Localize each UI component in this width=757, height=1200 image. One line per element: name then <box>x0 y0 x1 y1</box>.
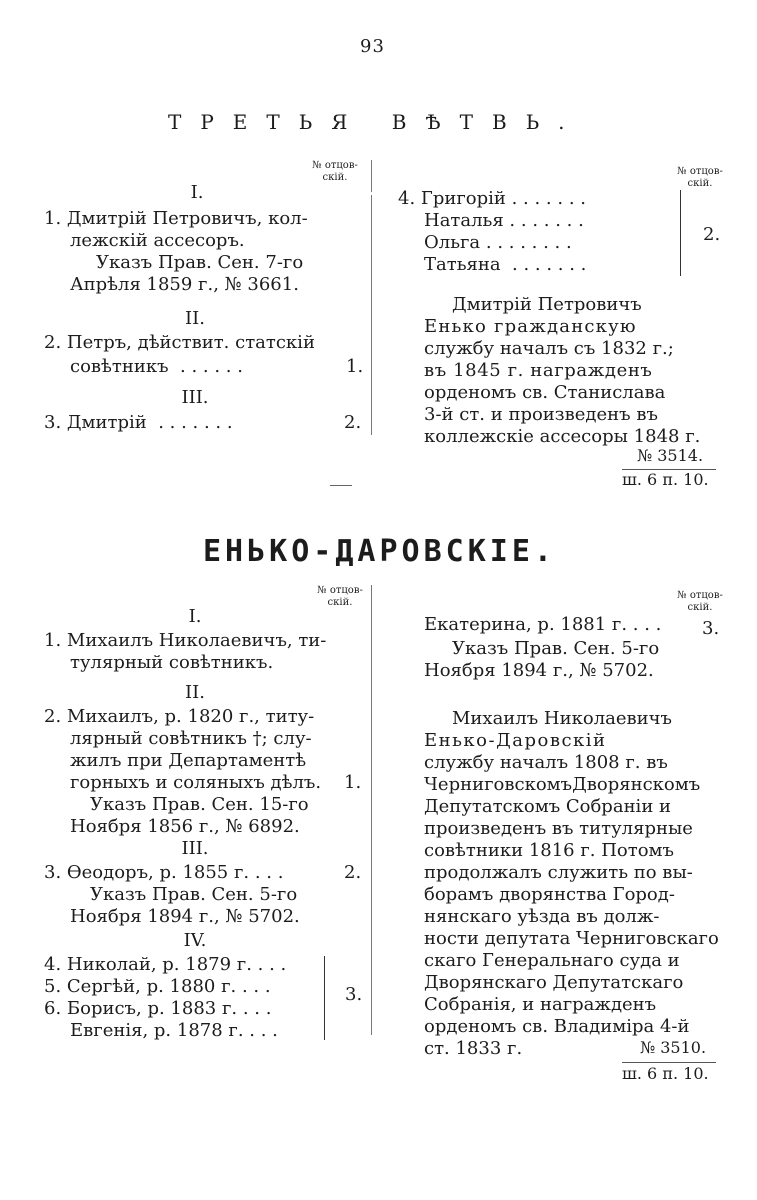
generation-heading: I. <box>190 182 204 203</box>
generation-heading: III. <box>181 838 209 859</box>
generation-heading: II. <box>185 682 205 703</box>
entry-line: Татьяна . . . . . . . <box>424 254 587 275</box>
generation-heading: IV. <box>183 930 207 951</box>
section-separator <box>330 485 352 486</box>
paragraph-line: службу началъ съ 1832 г.; <box>424 338 674 359</box>
archive-number: № 3510. <box>640 1038 707 1057</box>
paragraph-line: службу началъ 1808 г. въ <box>424 752 668 773</box>
entry-line: 1. Михаилъ Николаевичъ, ти- <box>44 630 327 651</box>
entry-line: Наталья . . . . . . . <box>424 210 584 231</box>
parent-reference: 2. <box>344 412 362 433</box>
column-header-right: № отцов- скій. <box>677 166 723 189</box>
paragraph-line: Собранія, и награжденъ <box>424 994 657 1015</box>
parent-reference: 2. <box>703 224 721 245</box>
archive-location: ш. 6 п. 10. <box>622 470 709 489</box>
section-heading-enko-darovskie: ЕНЬКО-ДАРОВСКІЕ. <box>203 534 556 569</box>
column-header-left: № отцов- скій. <box>317 585 363 608</box>
entry-line: горныхъ и соляныхъ дѣлъ. <box>70 772 322 793</box>
generation-heading: II. <box>185 308 205 329</box>
parent-reference: 2. <box>344 862 362 883</box>
paragraph-line: борамъ дворянства Город- <box>424 884 675 905</box>
archive-number: № 3514. <box>637 446 704 465</box>
paragraph-line: 3-й ст. и произведенъ въ <box>424 404 658 425</box>
entry-line: 4. Николай, р. 1879 г. . . . <box>44 954 287 975</box>
generation-heading: III. <box>181 387 209 408</box>
paragraph-line: орденомъ св. Владиміра 4-й <box>424 1016 690 1037</box>
entry-line: 3. Ѳеодоръ, р. 1855 г. . . . <box>44 862 284 883</box>
parent-reference: 1. <box>346 356 364 377</box>
parent-reference: 1. <box>344 772 362 793</box>
parent-reference: 3. <box>345 984 363 1005</box>
paragraph-line: ности депутата Черниговскаго <box>424 928 719 949</box>
column-header-right: № отцов- скій. <box>677 590 723 613</box>
entry-line: Апрѣля 1859 г., № 3661. <box>70 274 299 295</box>
bracket <box>680 190 681 276</box>
column-header-left: № отцов- скій. <box>312 160 358 183</box>
paragraph-line: Депутатскомъ Собраніи и <box>424 796 672 817</box>
paragraph-line: продолжалъ служить по вы- <box>424 862 693 883</box>
entry-line: Екатерина, р. 1881 г. . . . <box>424 614 662 635</box>
paragraph-line: Енько-Даровскій <box>424 730 607 751</box>
paragraph-line: Михаилъ Николаевичъ <box>452 708 672 729</box>
entry-line: тулярный совѣтникъ. <box>70 652 274 673</box>
paragraph-line: въ 1845 г. награжденъ <box>424 360 653 381</box>
generation-heading: I. <box>188 606 202 627</box>
paragraph-line: произведенъ въ титулярные <box>424 818 693 839</box>
entry-line: 5. Сергѣй, р. 1880 г. . . . <box>44 976 271 997</box>
paragraph-line: коллежскіе ассесоры 1848 г. <box>424 426 701 447</box>
entry-line: Ноября 1894 г., № 5702. <box>70 906 300 927</box>
archive-rule <box>622 1062 716 1063</box>
paragraph-line: Дворянскаго Депутатскаго <box>424 972 684 993</box>
entry-line: Евгенія, р. 1878 г. . . . <box>70 1020 278 1041</box>
column-divider <box>371 195 372 435</box>
paragraph-line: Енько гражданскую <box>424 316 637 337</box>
entry-line: Ноября 1894 г., № 5702. <box>424 660 654 681</box>
column-divider <box>371 160 372 192</box>
paragraph-line: нянскаго уѣзда въ долж- <box>424 906 660 927</box>
entry-line: лярный совѣтникъ †; слу- <box>70 728 312 749</box>
paragraph-line: Дмитрій Петровичъ <box>452 294 642 315</box>
paragraph-line: орденомъ св. Станислава <box>424 382 666 403</box>
entry-line: Ноября 1856 г., № 6892. <box>70 816 300 837</box>
entry-line: 2. Михаилъ, р. 1820 г., титу- <box>44 706 315 727</box>
entry-line: 1. Дмитрій Петровичъ, кол- <box>44 208 308 229</box>
entry-line: совѣтникъ . . . . . . <box>70 356 243 377</box>
entry-line: жилъ при Департаментѣ <box>70 750 307 771</box>
entry-line: 3. Дмитрій . . . . . . . <box>44 412 233 433</box>
entry-line: Указъ Прав. Сен. 5-го <box>90 884 298 905</box>
parent-reference: 3. <box>702 618 720 639</box>
paragraph-line: ЧерниговскомъДворянскомъ <box>424 774 701 795</box>
entry-line: Ольга . . . . . . . . <box>424 232 572 253</box>
paragraph-line: совѣтники 1816 г. Потомъ <box>424 840 675 861</box>
paragraph-line: скаго Генеральнаго суда и <box>424 950 680 971</box>
entry-line: лежскій ассесоръ. <box>70 230 245 251</box>
entry-line: 6. Борисъ, р. 1883 г. . . . <box>44 998 272 1019</box>
entry-line: 2. Петръ, дѣйствит. статскій <box>44 332 315 353</box>
bracket <box>324 956 325 1040</box>
entry-line: Указъ Прав. Сен. 7-го <box>96 252 304 273</box>
entry-line: Указъ Прав. Сен. 15-го <box>90 794 309 815</box>
page-number: 93 <box>360 36 385 57</box>
archive-location: ш. 6 п. 10. <box>622 1064 709 1083</box>
column-divider <box>371 585 372 1035</box>
paragraph-line: ст. 1833 г. <box>424 1038 523 1059</box>
section-heading-third-branch: ТРЕТЬЯ ВѢТВЬ. <box>168 110 584 134</box>
entry-line: Указъ Прав. Сен. 5-го <box>452 638 660 659</box>
entry-line: 4. Григорій . . . . . . . <box>398 188 586 209</box>
